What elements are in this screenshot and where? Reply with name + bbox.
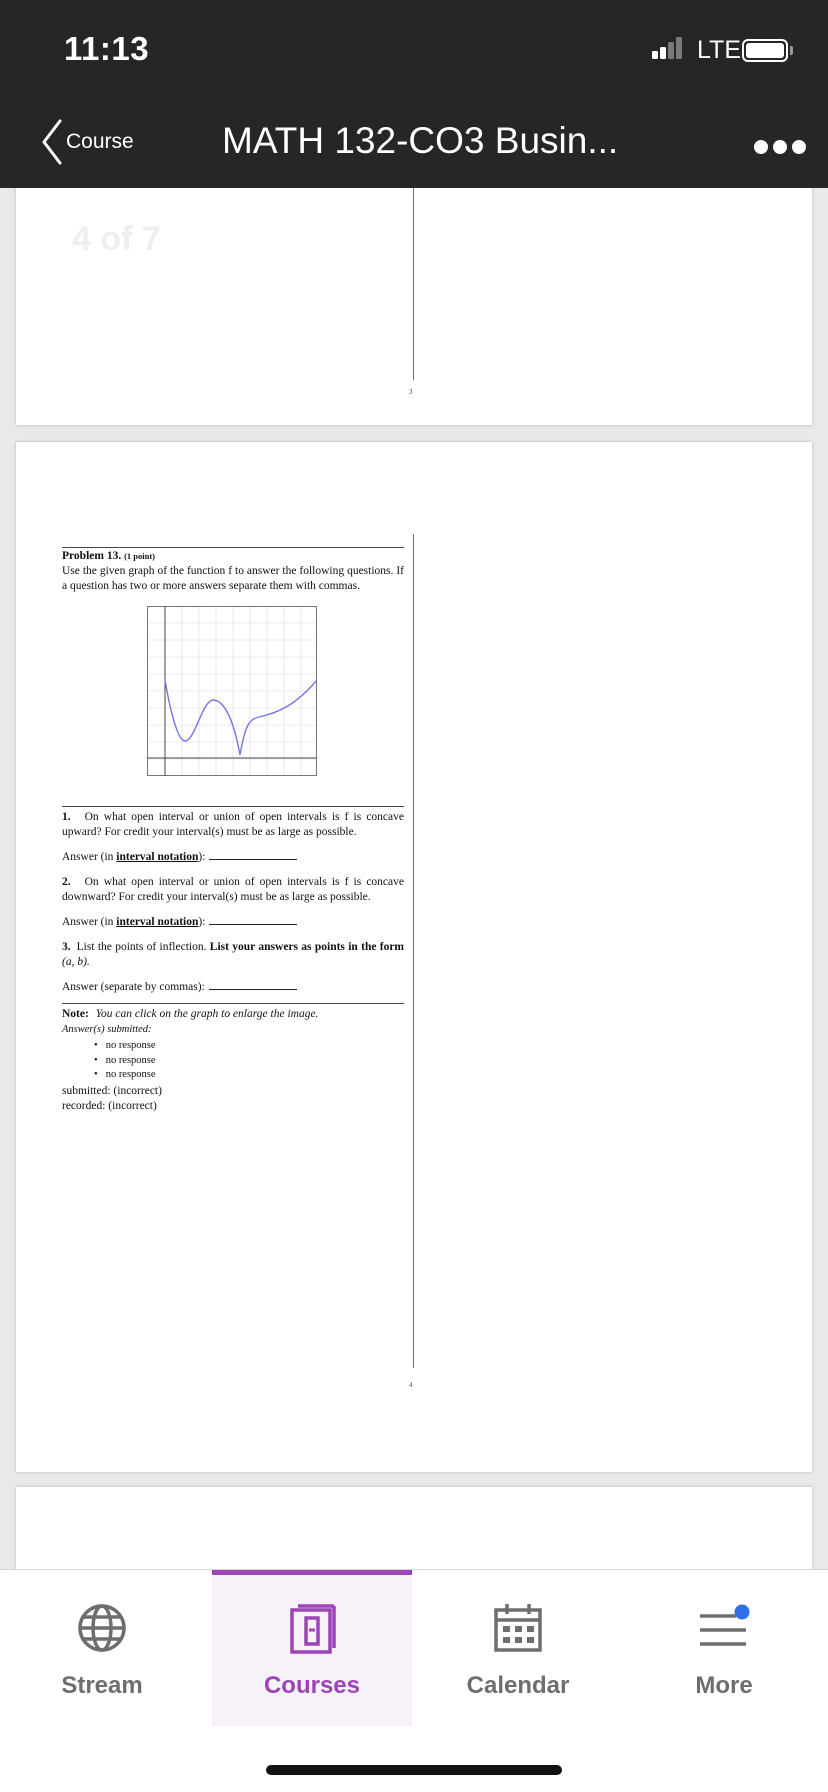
document-page (16, 188, 812, 425)
page-indicator: 4 of 7 (72, 220, 161, 258)
dot-icon (754, 140, 768, 154)
note: Note: You can click on the graph to enlarge the image. (62, 1008, 319, 1020)
tab-more[interactable] (624, 1570, 824, 1726)
column-rule (413, 534, 414, 1368)
submitted-header: Answer(s) submitted: (62, 1024, 152, 1035)
answer-3-blank (209, 981, 297, 990)
list-item: • no response (94, 1054, 404, 1069)
tab-label: Stream (61, 1672, 143, 1699)
answer-1-row: Answer (in interval notation): (62, 850, 404, 865)
answer-2-blank (209, 916, 297, 925)
tab-label: Calendar (466, 1672, 570, 1699)
column-rule (413, 188, 414, 380)
submitted-status: submitted: (incorrect) (62, 1084, 162, 1097)
document-page (16, 442, 812, 1472)
chevron-left-icon (40, 117, 64, 167)
question-2: 2. On what open interval or union of open intervals is f is concave downward? For credit your interval(s) must be as large as possible. (62, 876, 404, 903)
network-type: LTE (697, 36, 741, 64)
problem-13 (62, 547, 404, 1114)
divider (62, 1003, 404, 1004)
document-viewer[interactable] (0, 188, 828, 1569)
back-label: Course (66, 130, 134, 153)
battery-icon (742, 39, 788, 62)
status-time: 11:13 (64, 30, 150, 67)
tab-label: More (695, 1672, 753, 1699)
recorded-status: recorded: (incorrect) (62, 1099, 157, 1112)
list-item: • no response (94, 1068, 404, 1083)
globe-icon (76, 1602, 128, 1654)
book-icon (286, 1602, 338, 1654)
problem-intro: Use the given graph of the function f to answer the following questions. If a question has two or more answers separate them with commas. (62, 565, 404, 592)
answer-3-row: Answer (separate by commas): (62, 980, 404, 995)
list-item: • no response (94, 1039, 404, 1054)
document-page (16, 1487, 812, 1569)
divider (62, 547, 404, 548)
answer-2-row: Answer (in interval notation): (62, 915, 404, 930)
page-title: MATH 132-CO3 Busin... (222, 120, 619, 161)
calendar-icon (492, 1602, 544, 1654)
dot-icon (792, 140, 806, 154)
response-list (94, 1039, 404, 1083)
page-number: 3 (409, 388, 413, 396)
navigation-bar (0, 96, 828, 188)
question-3: 3. List the points of inflection. List your answers as points in the form (a, b). (62, 941, 405, 968)
divider (62, 806, 404, 807)
tab-label: Courses (263, 1672, 361, 1699)
question-1: 1. On what open interval or union of open intervals is f is concave upward? For credit your interval(s) must be as large as possible. (62, 811, 404, 838)
problem-heading: Problem 13. (62, 550, 122, 562)
interval-notation-link[interactable]: interval notation (116, 916, 199, 928)
signal-strength-icon (652, 37, 688, 59)
page-number: 4 (409, 1381, 413, 1389)
answer-1-blank (209, 851, 297, 860)
hamburger-icon (698, 1602, 750, 1654)
more-options-button[interactable] (754, 138, 806, 156)
status-bar (0, 0, 828, 96)
notification-badge (735, 1605, 750, 1620)
dot-icon (773, 140, 787, 154)
interval-notation-link[interactable]: interval notation (116, 851, 199, 863)
tab-calendar[interactable] (418, 1570, 618, 1726)
tab-bar (0, 1569, 828, 1792)
function-graph[interactable] (147, 606, 317, 776)
tab-stream[interactable] (2, 1570, 202, 1726)
home-indicator[interactable] (266, 1765, 562, 1775)
tab-courses[interactable] (212, 1570, 412, 1726)
back-button[interactable] (40, 116, 150, 168)
problem-points: (1 point) (124, 551, 156, 561)
